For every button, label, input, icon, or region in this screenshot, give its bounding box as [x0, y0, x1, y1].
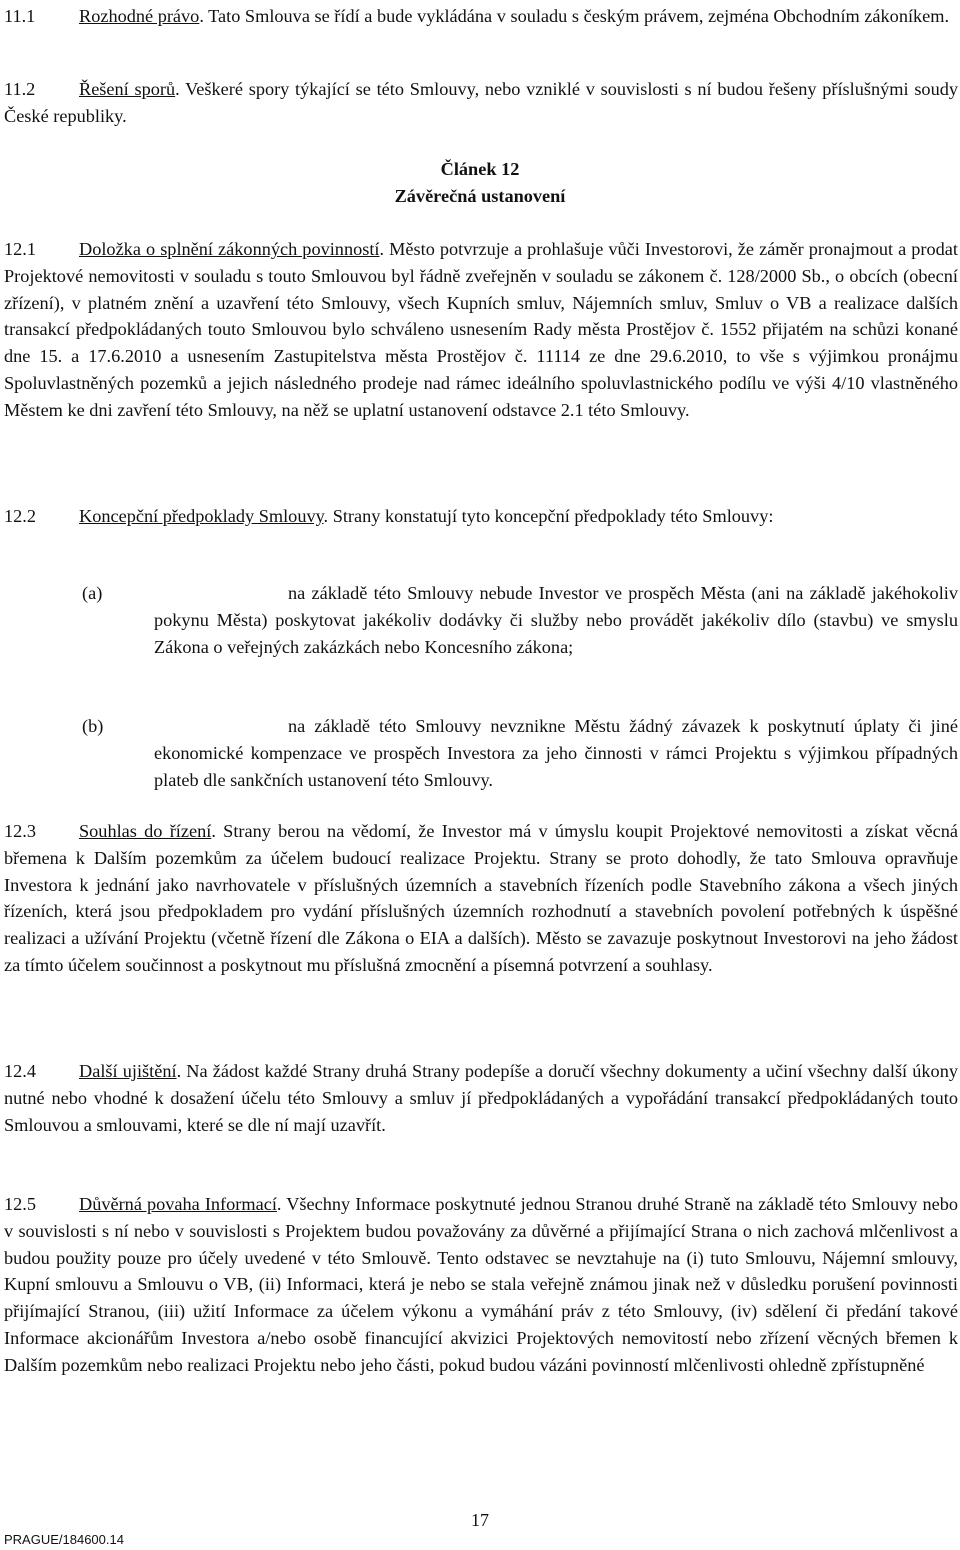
- section-12-3: [4, 818, 958, 979]
- section-title: Další ujištění: [79, 1061, 177, 1081]
- item-text: na základě této Smlouvy nebude Investor ve prospěch Města (ani na základě jakéhokoliv pokynu Města) poskytovat jakékoliv dodávky či služby nebo provádět jakékoliv dílo (stavbu) ve smyslu Zákona o veřejných zakázkách nebo Koncesního zákona;: [154, 583, 958, 657]
- section-text: . Město potvrzuje a prohlašuje vůči Investorovi, že záměr pronajmout a prodat Projektové nemovitosti v souladu s touto Smlouvou byl řádně zveřejněn v souladu se zákonem č. 128/2000 Sb., o obcích (obecní zřízení), v platném znění a uzavření této Smlouvy, všech Kupních smluv, Nájemních smluv, Smluv o VB a realizace dalších transakcí předpokládaných touto Smlouvou bylo schváleno usnesením Rady města Prostějov č. 1552 přijatém na schůzi konané dne 15. a 17.6.2010 a usnesením Zastupitelstva města Prostějov č. 11114 ze dne 29.6.2010, to vše s výjimkou pronájmu Spoluvlastněných pozemků a jejich následného prodeje nad rámec ideálního spoluvlastnického podílu ve výši 4/10 vlastněného Městem ke dni zavření této Smlouvy, na něž se uplatní ustanovení odstavce 2.1 této Smlouvy.: [4, 239, 958, 420]
- section-number: 12.4: [4, 1061, 36, 1081]
- item-a: [154, 580, 958, 660]
- section-text: . Všechny Informace poskytnuté jednou Stranou druhé Straně na základě této Smlouvy nebo v souvislosti s ní nebo v souvislosti s Projektem budou považovány za důvěrné a přijímající Strana o nich zachová mlčenlivost a budou použity pouze pro účely uvedené v této Smlouvě. Tento odstavec se nevztahuje na (i) tuto Smlouvu, Nájemní smlouvy, Kupní smlouvu a Smlouvu o VB, (ii) Informaci, která je nebo se stala veřejně známou jinak než v důsledku porušení povinnosti přijímající Stranou, (iii) užití Informace za účelem výkonu a vymáhání práv z této Smlouvy, (iv) sdělení či předání takové Informace akcionářům Investora a/nebo osobě financující akvizici Projektových nemovitostí nebo zřízení věcných břemen k Dalším pozemkům nebo realizaci Projektu nebo jeho části, pokud budou vázáni povinností mlčenlivosti ohledně zpřístupněné: [4, 1194, 959, 1375]
- item-text: na základě této Smlouvy nevznikne Městu žádný závazek k poskytnutí úplaty či jiné ekonomické kompenzace ve prospěch Investora za jeho činnosti v rámci Projektu s výjimkou případných plateb dle sankčních ustanovení této Smlouvy.: [154, 716, 958, 790]
- section-12-4: [4, 1058, 958, 1138]
- section-title: Souhlas do řízení: [79, 821, 212, 841]
- section-text: . Strany berou na vědomí, že Investor má v úmyslu koupit Projektové nemovitosti a získat věcná břemena k Dalším pozemkům za účelem budoucí realizace Projektu. Strany se proto dohodly, že tato Smlouva opravňuje Investora k jednání jako navrhovatele v příslušných územních a stavebních řízeních podle Stavebního zákona a všech jiných řízeních, která jsou předpokladem pro vydání příslušných územních rozhodnutí a stavebních povolení potřebných k úspěšné realizaci a užívání Projektu (včetně řízení dle Zákona o EIA a dalších). Město se zavazuje poskytnout Investorovi na jeho žádost za tímto účelem součinnost a poskytnout mu příslušná zmocnění a písemná potvrzení a souhlasy.: [4, 821, 958, 975]
- section-text: . Tato Smlouva se řídí a bude vykládána v souladu s českým právem, zejména Obchodním zákoníkem.: [199, 6, 950, 26]
- document-reference: PRAGUE/184600.14: [4, 1532, 124, 1547]
- section-number: 12.1: [4, 239, 36, 259]
- section-number: 11.2: [4, 79, 36, 99]
- article-title: Závěrečná ustanovení: [394, 186, 566, 206]
- section-text: . Strany konstatují tyto koncepční předpoklady této Smlouvy:: [323, 506, 774, 526]
- article-number: Článek 12: [440, 159, 520, 179]
- section-11-2: [4, 76, 958, 130]
- section-title: Doložka o splnění zákonných povinností: [79, 239, 380, 259]
- section-12-2: [4, 503, 958, 530]
- section-number: 12.2: [4, 506, 36, 526]
- section-text: . Na žádost každé Strany druhá Strany podepíše a doručí všechny dokumenty a učiní všechny další úkony nutné nebo vhodné k dosažení účelu této Smlouvy a smluv jí předpokládaných a vypořádání transakcí předpokládaných touto Smlouvou a smlouvami, které se dle ní mají uzavřít.: [4, 1061, 958, 1135]
- section-11-1: [4, 3, 958, 30]
- item-a-label: (a): [82, 583, 103, 603]
- item-b: [154, 713, 958, 793]
- section-number: 12.5: [4, 1194, 36, 1214]
- section-number: 11.1: [4, 6, 36, 26]
- section-title: Důvěrná povaha Informací: [79, 1194, 277, 1214]
- page-number: 17: [471, 1510, 489, 1530]
- section-12-5: [4, 1191, 958, 1379]
- section-title: Koncepční předpoklady Smlouvy: [79, 506, 324, 526]
- section-12-1: [4, 236, 958, 424]
- section-title: Rozhodné právo: [79, 6, 200, 26]
- item-b-label: (b): [82, 716, 104, 736]
- section-number: 12.3: [4, 821, 36, 841]
- section-title: Řešení sporů: [79, 79, 176, 99]
- section-text: . Veškeré spory týkající se této Smlouvy, nebo vzniklé v souvislosti s ní budou řešeny příslušnými soudy České republiky.: [4, 79, 958, 126]
